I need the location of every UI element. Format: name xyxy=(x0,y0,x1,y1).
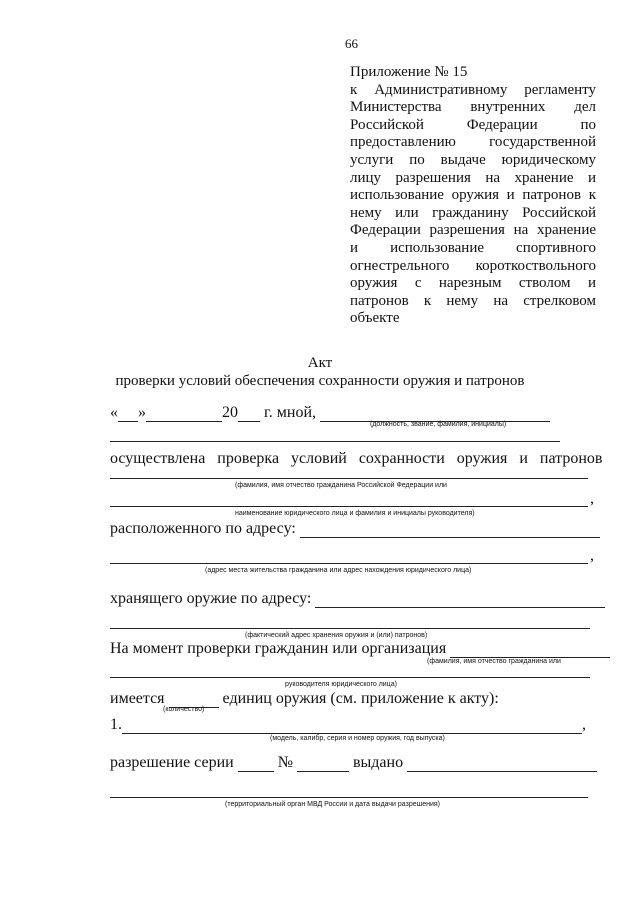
address-line-2[interactable] xyxy=(110,563,588,564)
weapon-model-field[interactable] xyxy=(122,719,582,734)
month-field[interactable] xyxy=(146,407,222,422)
subject-line-1[interactable] xyxy=(110,478,588,479)
appendix-line: и использование спортивного xyxy=(350,239,596,256)
person-field[interactable] xyxy=(450,643,610,658)
person-line-2[interactable] xyxy=(110,677,590,678)
date-row: « » 20 г. мной, xyxy=(110,404,550,422)
subject-line-2[interactable] xyxy=(110,506,588,507)
caption-actual-address: (фактический адрес хранения оружия и (или) патронов) xyxy=(245,632,428,639)
appendix-header xyxy=(350,64,596,328)
issuer-field[interactable] xyxy=(407,757,597,772)
permit-row: разрешение серии № выдано xyxy=(110,754,597,772)
address-field[interactable] xyxy=(300,523,600,538)
storage-address-field[interactable] xyxy=(315,593,605,608)
appendix-line: использование оружия и патронов к xyxy=(350,187,596,204)
comma: , xyxy=(590,547,594,564)
appendix-line: Министерства внутренних дел xyxy=(350,99,596,116)
caption-fio: (фамилия, имя отчество гражданина или xyxy=(427,658,561,665)
appendix-line: Федерации разрешения на хранение xyxy=(350,222,596,239)
caption-address: (адрес места жительства гражданина или адрес нахождения юридического лица) xyxy=(205,567,472,574)
storing-at-row: хранящего оружие по адресу: xyxy=(110,590,605,608)
page-number: 66 xyxy=(345,36,358,51)
appendix-line: услуги по выдаче юридическому xyxy=(350,151,596,168)
permit-number-field[interactable] xyxy=(297,757,349,772)
issuer-line-2[interactable] xyxy=(110,797,588,798)
appendix-line: объекте xyxy=(350,310,400,327)
carried-out-text: осуществлена проверка условий сохранности оружия и патронов xyxy=(110,450,603,467)
inspector-line-2[interactable] xyxy=(110,441,560,442)
appendix-line: лицу разрешения на хранение и xyxy=(350,169,596,186)
appendix-line: предоставлению государственной xyxy=(350,134,596,151)
inspector-field[interactable] xyxy=(320,407,550,422)
comma: , xyxy=(590,490,594,507)
appendix-line: к Административному регламенту xyxy=(350,81,596,98)
appendix-line: оружия с нарезным стволом и xyxy=(350,275,596,292)
at-moment-row: На момент проверки гражданин или организация xyxy=(110,640,610,658)
appendix-line: патронов к нему на стрелковом xyxy=(350,292,596,309)
item-row: 1. , xyxy=(110,716,586,733)
caption-head: руководителя юридического лица) xyxy=(285,681,397,688)
day-field[interactable] xyxy=(118,407,138,422)
year-field[interactable] xyxy=(238,407,260,422)
storage-address-line-2[interactable] xyxy=(110,628,590,629)
caption-authority: (территориальный орган МВД России и дата выдачи разрешения) xyxy=(225,801,441,808)
appendix-line: Приложение № 15 xyxy=(350,64,468,80)
caption-position: (должность, звание, фамилия, инициалы) xyxy=(370,421,507,428)
appendix-line: нему или гражданину Российской xyxy=(350,204,596,221)
caption-quantity: (количество) xyxy=(163,706,205,713)
act-title: Акт xyxy=(307,355,333,371)
appendix-line: огнестрельного короткоствольного xyxy=(350,257,596,274)
caption-model: (модель, калибр, серия и номер оружия, год выпуска) xyxy=(270,735,445,742)
located-at-row: расположенного по адресу: xyxy=(110,520,600,538)
caption-name-2: наименование юридического лица и фамилия и инициалы руководителя) xyxy=(235,510,475,517)
permit-series-field[interactable] xyxy=(238,757,274,772)
caption-name-1: (фамилия, имя отчество гражданина Российской Федерации или xyxy=(235,482,447,489)
act-subtitle: проверки условий обеспечения сохранности оружия и патронов xyxy=(115,373,525,389)
appendix-line: Российской Федерации по xyxy=(350,116,596,133)
units-row: имеется единиц оружия (см. приложение к акту): xyxy=(110,690,499,707)
